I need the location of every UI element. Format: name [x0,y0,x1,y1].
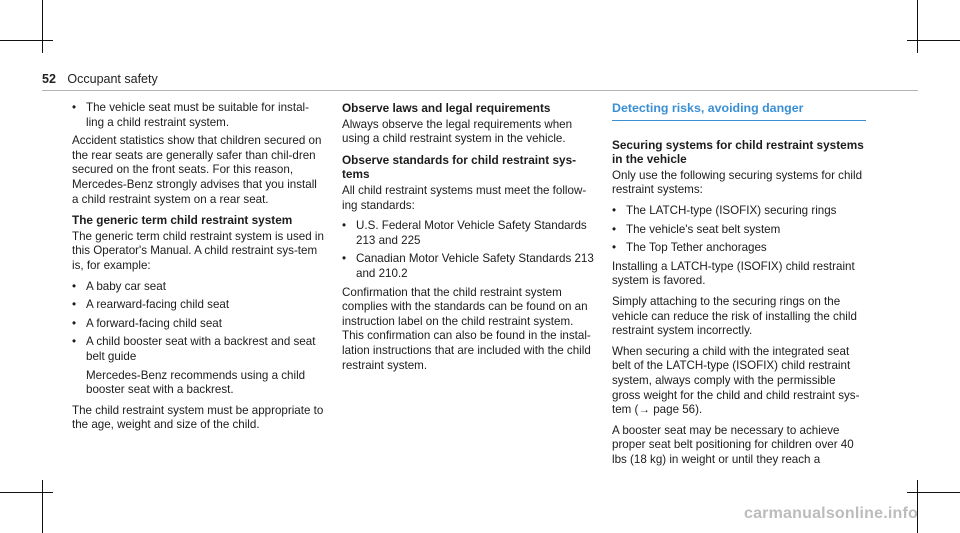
section-name: Occupant safety [67,72,158,86]
section-heading: Observe laws and legal requirements [342,101,551,115]
paragraph: A booster seat may be necessary to achieve proper seat belt positioning for children over 40 lbs (18 kg) in weight or until they reach a [612,423,854,466]
watermark: carmanualsonline.info [743,505,918,522]
paragraph: All child restraint systems must meet the follow-ing standards: [342,183,587,212]
list-item: • A child booster seat with a backrest and seat belt guide [72,335,316,363]
crop-mark [917,0,918,53]
paragraph-with-page-link[interactable]: When securing a child with the integrated seat belt of the LATCH-type (ISOFIX) child restraint system, always comply with the permissible gross weight for the child and child restraint sys-tem (→ page 56). [612,344,860,417]
list-item: • The vehicle seat must be suitable for instal-ling a child restraint system. [72,101,309,129]
list-item: • A rearward-facing child seat [72,298,230,312]
column-2 [342,101,596,379]
paragraph: Installing a LATCH-type (ISOFIX) child restraint system is favored. [612,259,855,288]
list-item: • U.S. Federal Motor Vehicle Safety Standards 213 and 225 [342,219,587,247]
list-item: • Canadian Motor Vehicle Safety Standards 213 and 210.2 [342,252,594,280]
paragraph: The generic term child restraint system is used in this Operator's Manual. A child restraint sys-tem is, for example: [72,229,324,272]
sub-paragraph: Mercedes-Benz recommends using a child booster seat with a backrest. [86,368,306,397]
crop-mark [0,492,53,493]
paragraph: Confirmation that the child restraint system complies with the standards can be found on an instruction label on the child restraint system. This confirmation can also be found in the instal-lation instructions that are included with the child restraint system. [342,285,591,372]
section-heading: The generic term child restraint system [72,213,293,228]
section-title: Detecting risks, avoiding danger [612,101,866,121]
crop-mark [42,0,43,53]
crop-mark [42,480,43,533]
column-1 [72,101,326,439]
paragraph: Always observe the legal requirements when using a child restraint system in the vehicle. [342,117,573,146]
section-heading: Securing systems for child restraint systems in the vehicle [612,137,864,167]
list-item: • A forward-facing child seat [72,316,222,330]
list-item: • A baby car seat [72,279,166,293]
column-3 [612,101,866,473]
paragraph: The child restraint system must be appropriate to the age, weight and size of the child. [72,403,324,432]
header-rule [42,90,918,91]
list-item: • The vehicle's seat belt system [612,222,781,236]
paragraph: Only use the following securing systems for child restraint systems: [612,168,863,197]
list-item: • The LATCH-type (ISOFIX) securing rings [612,203,837,217]
list-item: • The Top Tether anchorages [612,241,767,255]
crop-mark [0,40,53,41]
section-heading: Observe standards for child restraint sys-tems [342,152,577,182]
paragraph: Accident statistics show that children secured on the rear seats are generally safer than chil-dren secured on the front seats. For this reason, Mercedes-Benz strongly advises that you install a child restraint system on a rear seat. [72,134,322,206]
page-header [42,72,158,86]
page-number: 52 [42,72,56,86]
crop-mark [907,40,960,41]
paragraph: Simply attaching to the securing rings on the vehicle can reduce the risk of installing the child restraint system incorrectly. [612,294,857,338]
crop-mark [907,492,960,493]
